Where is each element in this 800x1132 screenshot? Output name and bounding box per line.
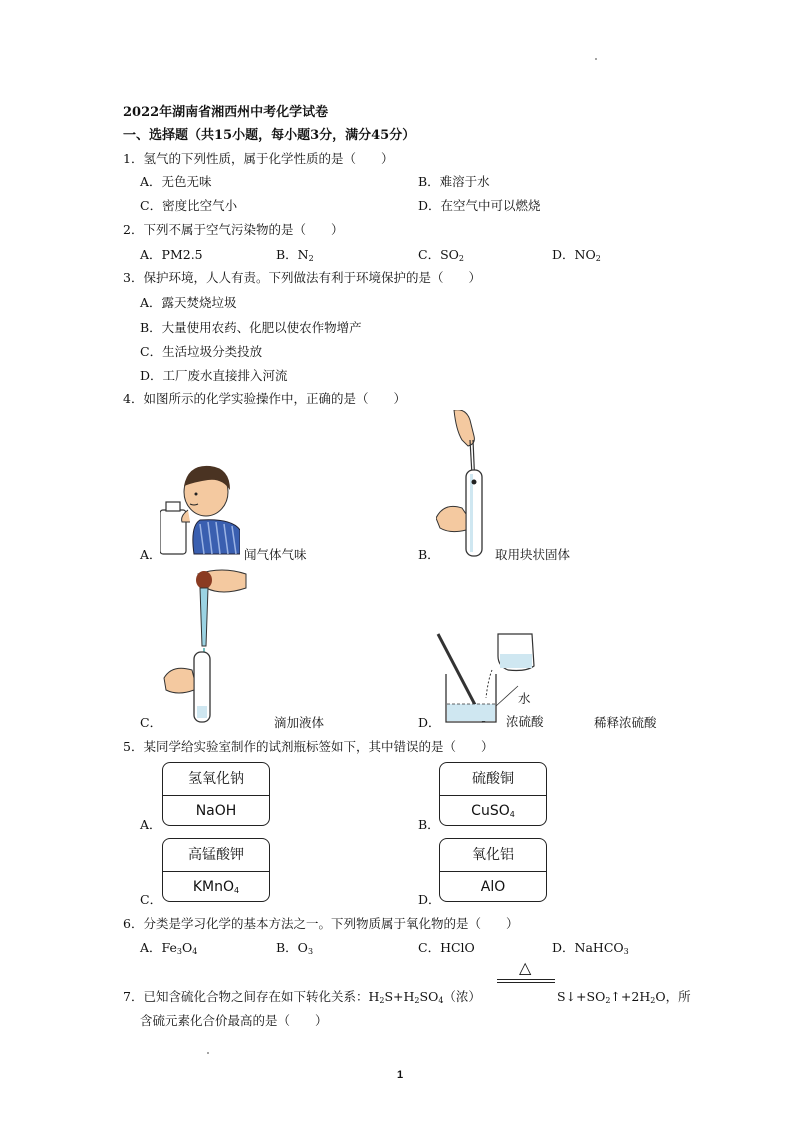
q6-d-sub: 3 [623, 947, 629, 956]
illustration-solid-in-tube [436, 410, 496, 560]
question-1-option-a: A．无色无味 [140, 174, 212, 189]
question-4-option-b-letter: B． [418, 547, 440, 562]
question-5-option-c-letter: C． [140, 892, 163, 907]
q2-c-sub: 2 [458, 254, 464, 263]
q6-a-text2: O [182, 940, 193, 955]
reagent-label-c-name: 高锰酸钾 [188, 847, 244, 863]
q6-a-text: A．Fe [140, 940, 177, 955]
q6-b-sub: 3 [307, 947, 314, 956]
reagent-label-c-formula-sub: 4 [234, 886, 240, 895]
question-4-option-c-letter: C． [140, 715, 163, 730]
question-3-option-a: A．露天焚烧垃圾 [140, 295, 237, 310]
question-1-stem: 1．氢气的下列性质，属于化学性质的是（ ） [123, 151, 394, 166]
reagent-label-b-formula [440, 795, 546, 826]
q7-sub-5: 2 [650, 996, 656, 1005]
question-4-stem: 4．如图所示的化学实验操作中，正确的是（ ） [123, 391, 406, 406]
q6-a-sub1: 3 [176, 947, 183, 956]
q7-text-f: ↑+2H [610, 989, 651, 1004]
reagent-label-c [162, 838, 270, 902]
question-4-option-d-label-acid: 浓硫酸 [506, 714, 544, 729]
q7-text-a: 7．已知含硫化合物之间存在如下转化关系：H [123, 989, 380, 1004]
reagent-label-b-formula-sub: 4 [509, 810, 515, 819]
q6-d-text: D．NaHCO [552, 940, 624, 955]
question-2-option-d [552, 245, 601, 263]
reagent-label-d [439, 838, 547, 902]
question-6-option-b [276, 938, 313, 956]
question-4-option-a-letter: A． [140, 547, 162, 562]
reagent-label-b-name: 硫酸铜 [472, 771, 514, 787]
question-3-option-c: C．生活垃圾分类投放 [140, 344, 263, 359]
question-5-option-b-letter: B． [418, 817, 440, 832]
q7-sub-1: 2 [379, 996, 385, 1005]
question-2-option-c [418, 245, 464, 263]
question-6-option-c: C．HClO [418, 940, 475, 955]
q7-text-d: （浓） [443, 989, 481, 1004]
question-5-option-a-letter: A． [140, 817, 162, 832]
question-1-option-d: D．在空气中可以燃烧 [418, 198, 541, 213]
reaction-condition-heat: △ [519, 958, 532, 977]
reaction-arrow-line-2 [497, 982, 555, 983]
reagent-label-b [439, 762, 547, 826]
question-7-products [557, 987, 691, 1005]
q2-d-sub: 2 [595, 254, 601, 263]
reagent-label-a [162, 762, 270, 826]
question-4-option-a-caption: 闻气体气味 [244, 547, 307, 562]
question-2-option-a: A．PM2.5 [140, 247, 203, 262]
q7-text-g: O，所 [655, 989, 691, 1004]
q2-b-text: B．N [276, 247, 309, 262]
question-1-option-b: B．难溶于水 [418, 174, 490, 189]
question-6-stem: 6．分类是学习化学的基本方法之一。下列物质属于氧化物的是（ ） [123, 916, 519, 931]
q2-c-text: C．SO [418, 247, 459, 262]
q7-sub-4: 2 [605, 996, 611, 1005]
scan-dot [207, 1052, 209, 1054]
q7-sub-3: 4 [438, 996, 444, 1005]
q7-text-e: S↓+SO [557, 989, 606, 1004]
illustration-smell-gas [160, 460, 240, 556]
reagent-label-c-formula [163, 871, 269, 902]
question-2-option-b [276, 245, 314, 263]
reaction-arrow-line [497, 979, 555, 980]
question-2-stem: 2．下列不属于空气污染物的是（ ） [123, 222, 344, 237]
reagent-label-c-formula-text: KMnO [192, 879, 235, 895]
q2-d-text: D．NO [552, 247, 596, 262]
question-3-option-d: D．工厂废水直接排入河流 [140, 368, 288, 383]
reagent-label-d-formula: AlO [440, 871, 546, 902]
question-5-option-d-letter: D． [418, 892, 441, 907]
question-4-option-d-label-water: 水 [518, 691, 531, 706]
q7-sub-2: 2 [414, 996, 420, 1005]
reagent-label-a-name: 氢氧化钠 [188, 771, 244, 787]
question-3-stem: 3．保护环境，人人有责。下列做法有利于环境保护的是（ ） [123, 270, 481, 285]
question-3-option-b: B．大量使用农药、化肥以使农作物增产 [140, 320, 362, 335]
exam-title: 2022年湖南省湘西州中考化学试卷 [123, 105, 329, 120]
reagent-label-d-name: 氧化铝 [472, 847, 514, 863]
question-4-option-d-letter: D． [418, 715, 441, 730]
illustration-dilute-acid [436, 626, 546, 726]
question-4-option-b-caption: 取用块状固体 [495, 547, 571, 562]
question-6-option-d [552, 938, 629, 956]
q7-text-c: SO [419, 989, 439, 1004]
question-7-line2: 含硫元素化合价最高的是（ ） [140, 1013, 328, 1028]
q6-a-sub2: 4 [192, 947, 198, 956]
page-number: 1 [397, 1069, 404, 1081]
q2-b-sub: 2 [308, 254, 314, 263]
question-6-option-a [140, 938, 197, 956]
question-7-line1 [123, 987, 481, 1005]
reagent-label-a-formula: NaOH [163, 795, 269, 826]
section-heading: 一、选择题（共15小题，每小题3分，满分45分） [123, 128, 416, 143]
question-4-option-c-caption: 滴加液体 [274, 715, 325, 730]
question-4-option-d-caption: 稀释浓硫酸 [594, 715, 657, 730]
question-1-option-c: C．密度比空气小 [140, 198, 238, 213]
reagent-label-b-formula-text: CuSO [471, 803, 510, 819]
illustration-add-liquid [162, 566, 252, 726]
question-5-stem: 5．某同学给实验室制作的试剂瓶标签如下，其中错误的是（ ） [123, 739, 494, 754]
q6-b-text: B．O [276, 940, 308, 955]
q7-text-b: S+H [384, 989, 415, 1004]
scan-dot [595, 58, 597, 60]
